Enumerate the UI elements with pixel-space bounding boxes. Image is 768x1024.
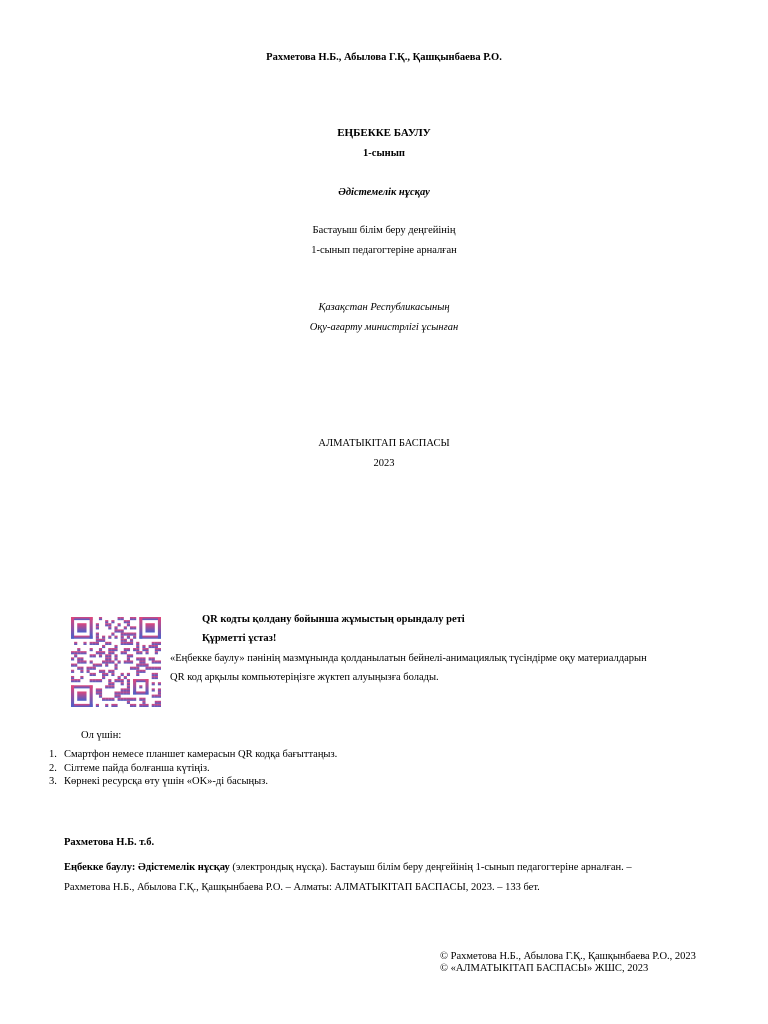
document-type: Әдістемелік нұсқау: [338, 187, 430, 198]
qr-text-line-1: «Еңбекке баулу» пәнінің мазмұнында қолданылатын бейнелі-анимациялық түсіндірме оқу материалдарын: [170, 653, 647, 664]
instructions-intro: Ол үшін:: [81, 730, 122, 741]
step-number: 3.: [49, 776, 57, 787]
step-number: 1.: [49, 749, 57, 760]
catalog-description-line-1: [64, 862, 632, 873]
grade-label: 1-сынып: [363, 148, 405, 159]
audience-line-1: Бастауыш білім беру деңгейінің: [312, 225, 456, 236]
qr-code[interactable]: [71, 617, 161, 707]
qr-greeting: Құрметті ұстаз!: [202, 633, 277, 644]
step-text: Көрнекі ресурсқа өту үшін «OK»-ді басыңыз.: [64, 776, 268, 787]
recommendation-line-1: Қазақстан Республикасының: [318, 302, 450, 313]
publisher-name: АЛМАТЫКІТАП БАСПАСЫ: [318, 438, 450, 449]
qr-text-line-2: QR код арқылы компьютеріңізге жүктеп алуыңызға болады.: [170, 672, 439, 683]
publication-year: 2023: [373, 458, 395, 469]
instruction-step: [49, 748, 338, 762]
step-number: 2.: [49, 762, 57, 774]
catalog-description-line-2: Рахметова Н.Б., Абылова Г.Қ., Қашқынбаева Р.О. – Алматы: АЛМАТЫКІТАП БАСПАСЫ, 2023. – 133 бет.: [64, 882, 540, 893]
book-title: ЕҢБЕККЕ БАУЛУ: [337, 127, 431, 139]
catalog-description-rest: (электрондық нұсқа). Бастауыш білім беру деңгейінің 1-сынып педагогтеріне арналған. –: [229, 862, 632, 873]
step-text: Сілтеме пайда болғанша күтіңіз.: [64, 762, 210, 774]
instructions-list: [49, 748, 338, 789]
recommendation-line-2: Оқу-ағарту министрлігі ұсынған: [309, 322, 459, 333]
instruction-step: [49, 762, 337, 776]
copyright-authors: © Рахметова Н.Б., Абылова Г.Қ., Қашқынбаева Р.О., 2023: [440, 951, 696, 962]
authors-header: Рахметова Н.Б., Абылова Г.Қ., Қашқынбаева Р.О.: [266, 52, 502, 63]
qr-section-heading: QR кодты қолдану бойынша жұмыстың орындалу реті: [202, 614, 465, 625]
catalog-title: Еңбекке баулу: Әдістемелік нұсқау: [64, 862, 230, 873]
step-text: Смартфон немесе планшет камерасын QR кодқа бағыттаңыз.: [64, 749, 338, 760]
copyright-publisher: © «АЛМАТЫКІТАП БАСПАСЫ» ЖШС, 2023: [440, 963, 649, 974]
audience-line-2: 1-сынып педагогтеріне арналған: [311, 245, 457, 256]
instruction-step: [49, 775, 337, 789]
qr-code-graphic: [71, 617, 161, 707]
catalog-author: Рахметова Н.Б. т.б.: [64, 837, 155, 848]
